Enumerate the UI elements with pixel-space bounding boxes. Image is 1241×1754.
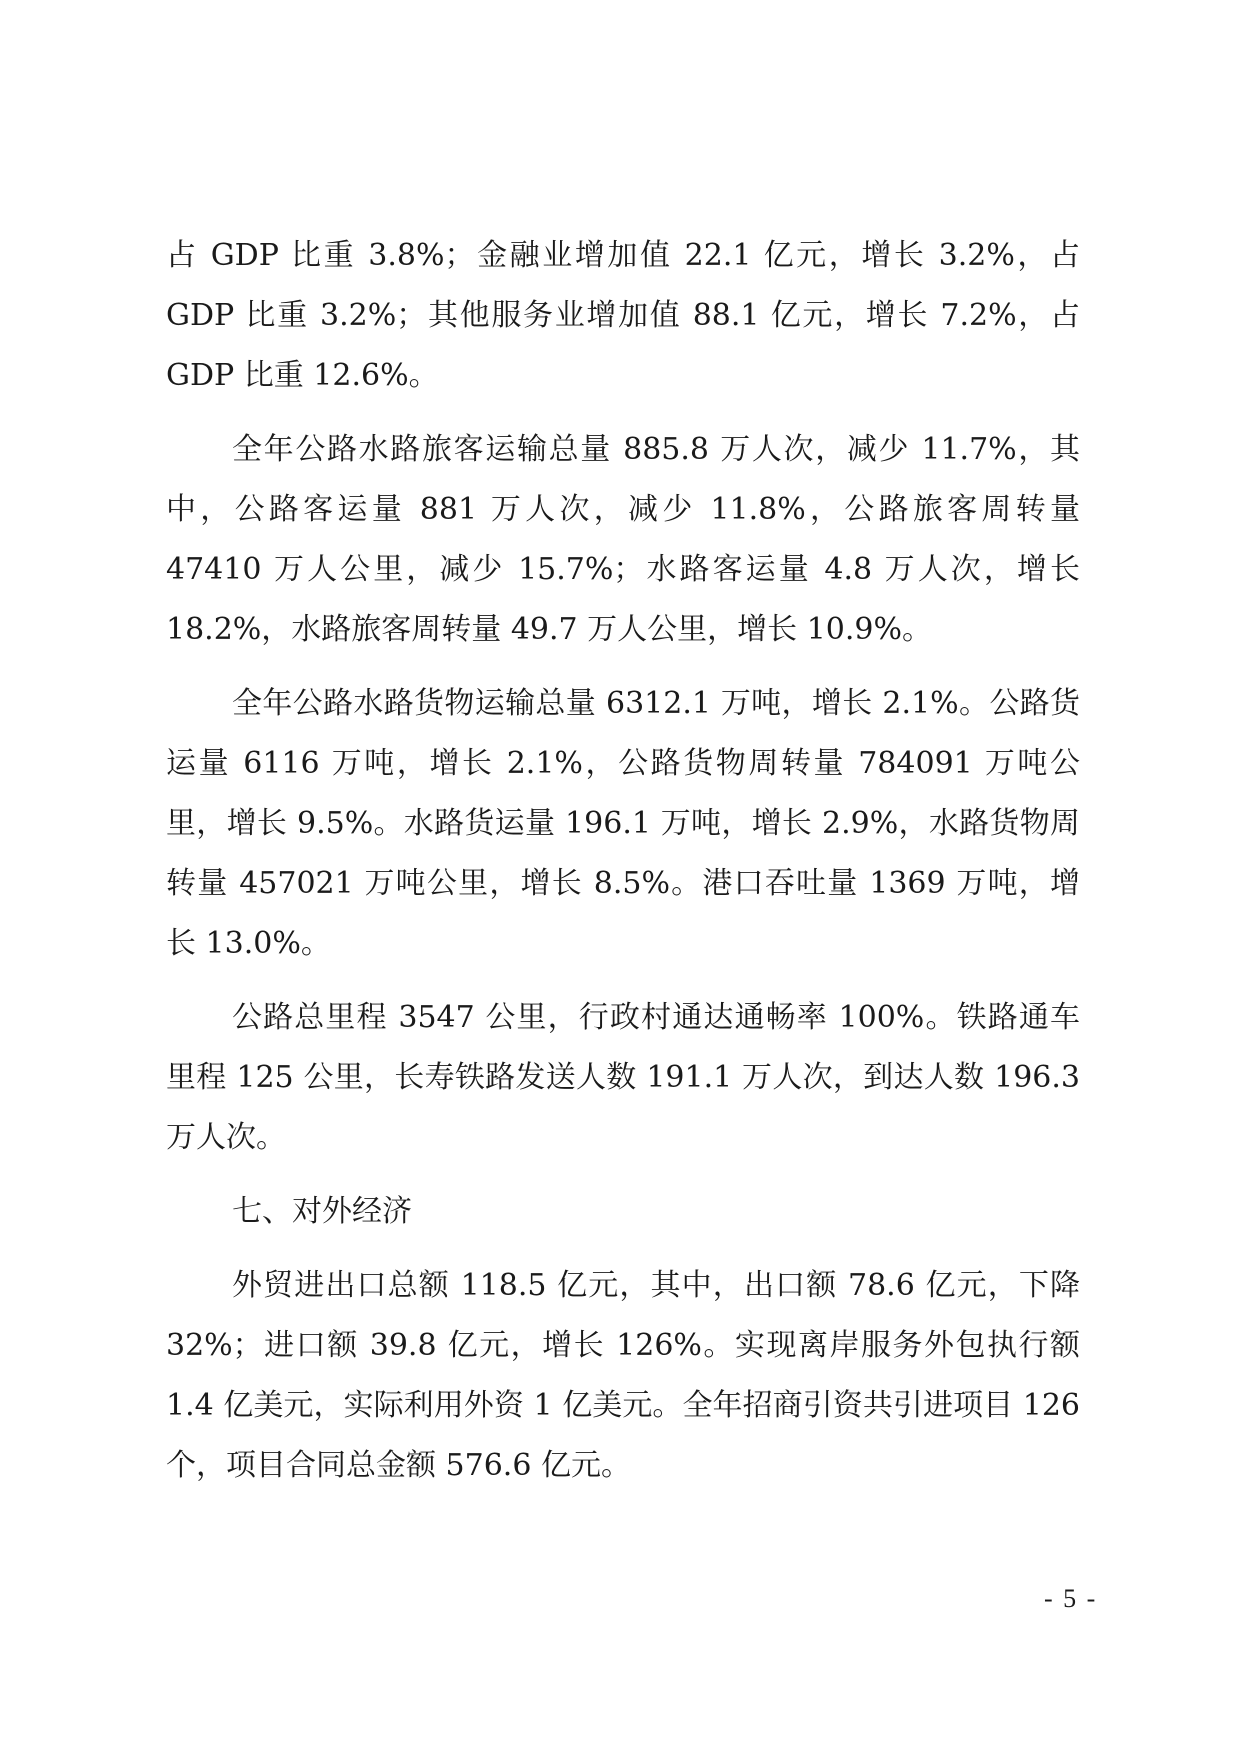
paragraph-freight-transport: 全年公路水路货物运输总量 6312.1 万吨，增长 2.1%。公路货运量 6116 万吨，增长 2.1%，公路货物周转量 784091 万吨公里，增长 9.5%。水路货运量 196.1 万吨，增长 2.9%，水路货物周转量 457021 万吨公里，增长 8.5%。港口吞吐量 1369 万吨，增长 13.0%。: [166, 686, 1080, 961]
page-number: - 5 -: [1044, 1584, 1098, 1613]
paragraph-services-share: 占 GDP 比重 3.8%；金融业增加值 22.1 亿元，增长 3.2%，占 GDP 比重 3.2%；其他服务业增加值 88.1 亿元，增长 7.2%，占 GDP 比重 12.6%。: [166, 238, 1080, 393]
paragraph-foreign-trade: 外贸进出口总额 118.5 亿元，其中，出口额 78.6 亿元，下降 32%；进口额 39.8 亿元，增长 126%。实现离岸服务外包执行额 1.4 亿美元，实际利用外资 1 亿美元。全年招商引资共引进项目 126 个，项目合同总金额 576.6 亿元。: [166, 1268, 1080, 1483]
paragraph-road-railway: 公路总里程 3547 公里，行政村通达通畅率 100%。铁路通车里程 125 公里，长寿铁路发送人数 191.1 万人次，到达人数 196.3 万人次。: [166, 1000, 1080, 1155]
document-body: [166, 226, 1080, 1510]
section-heading-foreign-economy: 七、对外经济: [232, 1194, 412, 1229]
paragraph-passenger-transport: 全年公路水路旅客运输总量 885.8 万人次，减少 11.7%，其中，公路客运量 881 万人次，减少 11.8%，公路旅客周转量 47410 万人公里，减少 15.7%；水路客运量 4.8 万人次，增长 18.2%，水路旅客周转量 49.7 万人公里，增长 10.9%。: [166, 432, 1080, 647]
